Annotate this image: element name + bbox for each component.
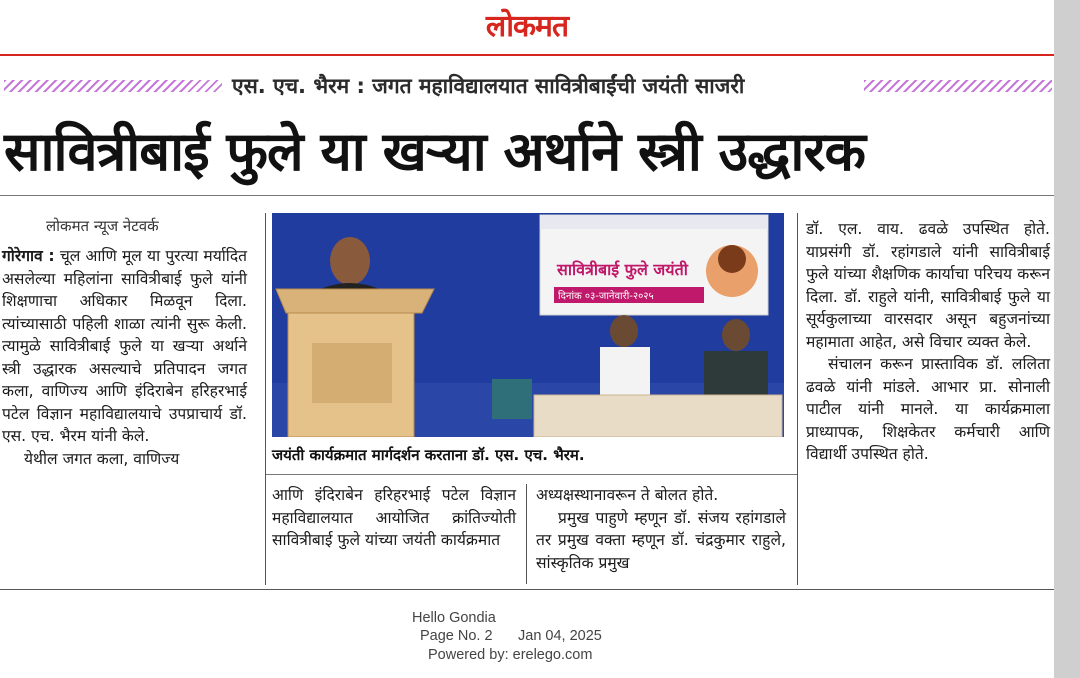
event-photo-illustration bbox=[272, 213, 784, 437]
dateline: गोरेगाव : bbox=[2, 247, 55, 265]
viewer-scrollbar[interactable] bbox=[1054, 0, 1080, 678]
byline: लोकमत न्यूज नेटवर्क bbox=[46, 217, 159, 235]
kicker-stripe-right bbox=[864, 80, 1052, 92]
footer bbox=[0, 590, 1054, 678]
event-photo bbox=[272, 213, 784, 437]
column-1 bbox=[2, 245, 247, 470]
column-1-text: चूल आणि मूल या पुरत्या मर्यादित असलेल्या महिलांना सावित्रीबाई फुले यांनी शिक्षणाचा अधिकार मिळवून दिला. त्यांच्यासाठी पहिली शाळा त्यांनी सुरू केली. त्यामुळे सावित्रीबाई फुले या खऱ्या अर्थाने स्त्री उद्धारक असल्याचे प्रतिपादन जगत कला, वाणिज्य आणि इंदिराबेन हरिहरभाई पटेल विज्ञान महाविद्यालयाचे उपप्राचार्य डॉ. एस. एच. भैरम यांनी केले. bbox=[2, 247, 247, 445]
column-1-para-1 bbox=[2, 245, 247, 448]
column-2 bbox=[272, 484, 516, 552]
footer-date: Jan 04, 2025 bbox=[518, 628, 602, 644]
kicker-text: एस. एच. भैरम : जगत महाविद्यालयात सावित्रीबाईंची जयंती साजरी bbox=[232, 74, 745, 98]
photo-caption: जयंती कार्यक्रमात मार्गदर्शन करताना डॉ. एस. एच. भैरम. bbox=[272, 446, 585, 464]
column-2-para-1: आणि इंदिराबेन हरिहरभाई पटेल विज्ञान महाविद्यालयात आयोजित क्रांतिज्योती सावित्रीबाई फुले यांच्या जयंती कार्यक्रमात bbox=[272, 486, 516, 549]
headline-rule bbox=[0, 195, 1054, 196]
column-divider-1 bbox=[265, 213, 266, 585]
caption-rule bbox=[266, 474, 798, 475]
masthead-rule bbox=[0, 54, 1054, 56]
banner-subtitle: दिनांक ०३-जानेवारी-२०२५ bbox=[558, 291, 654, 302]
kicker bbox=[0, 70, 1054, 106]
footer-powered: Powered by: erelego.com bbox=[428, 647, 593, 663]
column-divider-2 bbox=[526, 484, 527, 584]
column-4-para-1: डॉ. एल. वाय. ढवळे उपस्थित होते. याप्रसंगी डॉ. रहांगडाले यांनी सावित्रीबाई फुले यांच्या शैक्षणिक कार्याचा परिचय करून दिला. डॉ. राहुले यांनी, सावित्रीबाई फुले या सूर्यकुलाच्या वारसदार असून बहुजनांच्या महामाता आहेत, असे विचार व्यक्त केले. bbox=[806, 220, 1050, 351]
kicker-stripe-left bbox=[4, 80, 222, 92]
column-1-para-2: येथील जगत कला, वाणिज्य bbox=[24, 449, 180, 468]
footer-source: Hello Gondia bbox=[412, 610, 496, 626]
banner-title: सावित्रीबाई फुले जयंती bbox=[557, 260, 688, 279]
footer-page: Page No. 2 bbox=[420, 628, 493, 644]
column-4 bbox=[806, 218, 1050, 466]
lokmat-logo: लोकमत bbox=[485, 9, 569, 44]
column-3-para-1: अध्यक्षस्थानावरून ते बोलत होते. bbox=[536, 486, 719, 504]
headline: सावित्रीबाई फुले या खऱ्या अर्थाने स्त्री उद्धारक bbox=[4, 120, 865, 183]
column-3-para-2: प्रमुख पाहुणे म्हणून डॉ. संजय रहांगडाले तर प्रमुख वक्ता म्हणून डॉ. चंद्रकुमार राहुले, सांस्कृतिक प्रमुख bbox=[536, 508, 786, 572]
column-divider-3 bbox=[797, 213, 798, 585]
column-4-para-2: संचालन करून प्रास्ताविक डॉ. ललिता ढवळे यांनी मांडले. आभार प्रा. सोनाली पाटील यांनी मानले. या कार्यक्रमाला प्राध्यापक, शिक्षकेतर कर्मचारी आणि विद्यार्थी उपस्थित होते. bbox=[806, 355, 1050, 463]
column-3 bbox=[536, 484, 786, 574]
masthead bbox=[0, 0, 1054, 56]
